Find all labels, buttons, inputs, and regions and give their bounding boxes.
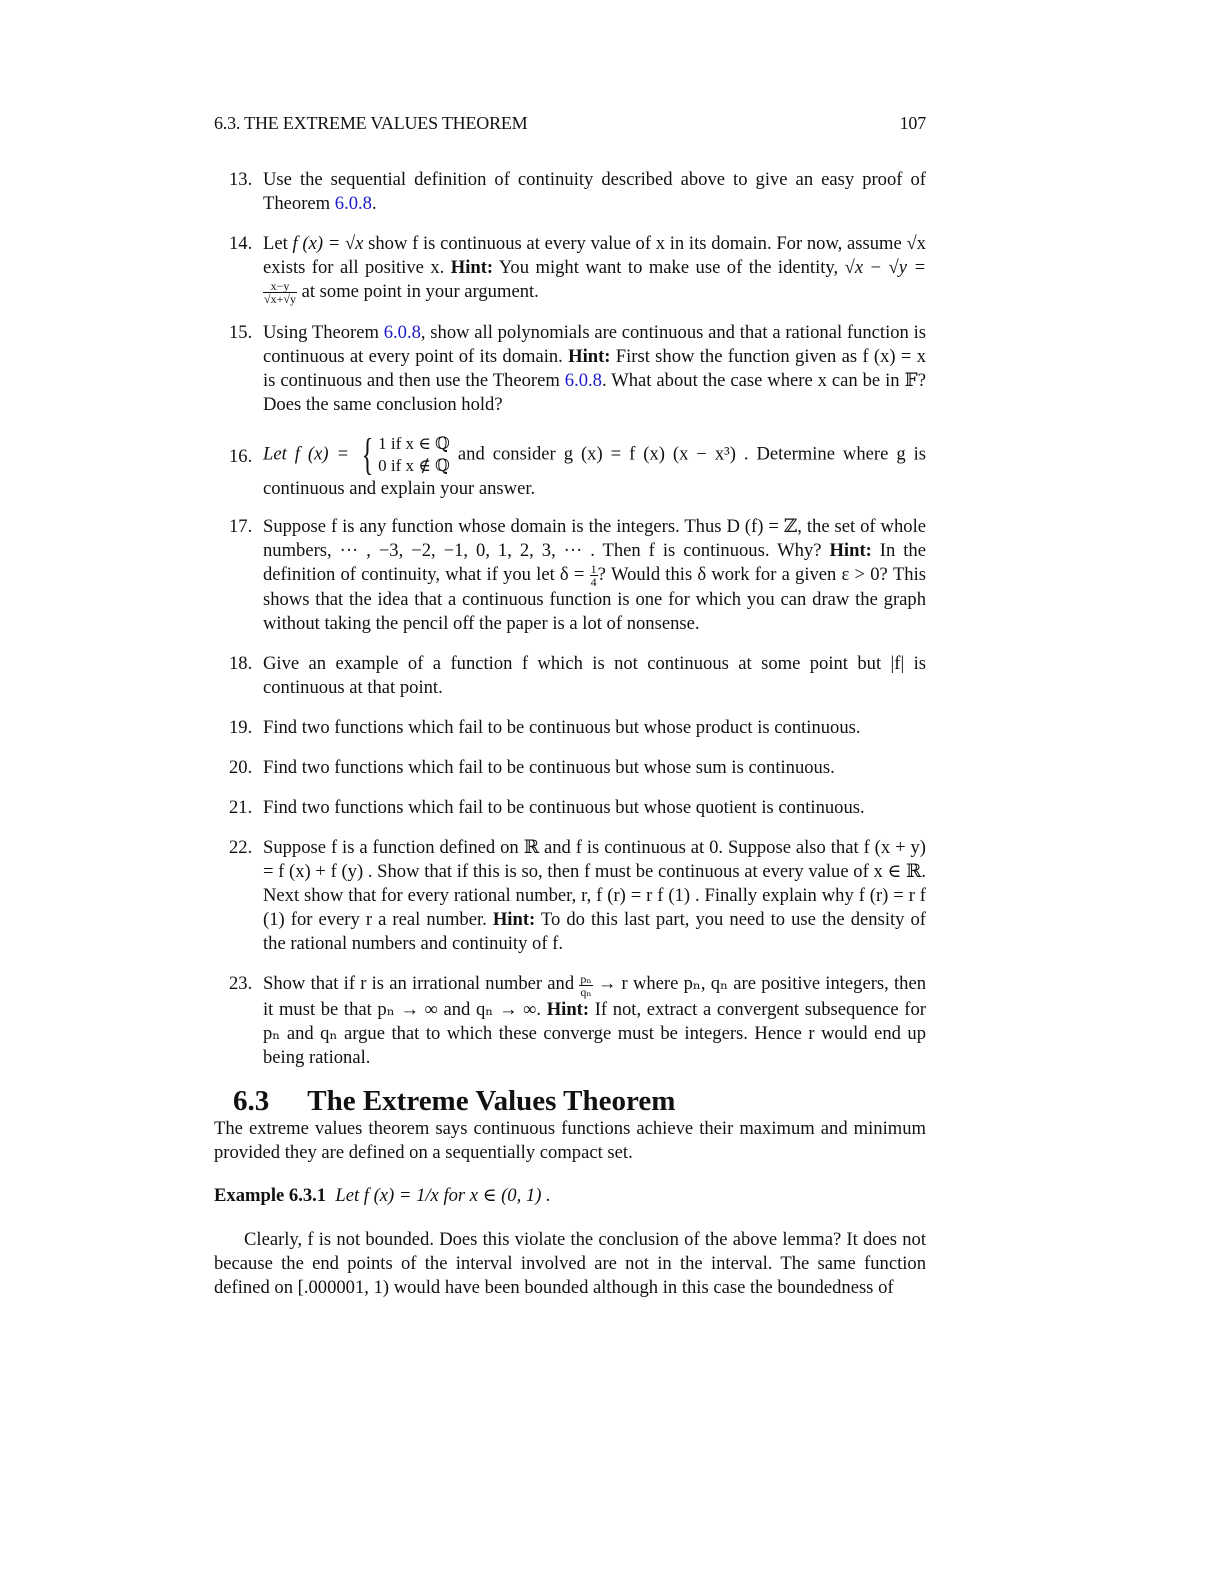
exercise-number: 18.: [229, 653, 253, 675]
exercise-22: [229, 836, 926, 956]
exercise-text: Suppose f is a function defined on ℝ and f is continuous at 0. Suppose also that f (x + y) = f (x) + f (y) . Show that if this is so, then f must be continuous at every value of x ∈ ℝ. Next show that for every rational number, r, f (r) = r f (1) . Finally explain why f (r) = r f (1) for every r a real number. Hint: To do this last part, you need to use the density of the rational numbers and continuity of f.: [263, 837, 926, 955]
exercise-number: 15.: [229, 322, 253, 344]
exercise-list: [229, 168, 926, 1086]
pn-qn-fraction: $\frac{\text{pₙ}}{\text{qₙ}}$: [580, 971, 592, 999]
exercise-21: [229, 796, 926, 820]
exercise-text: Find two functions which fail to be continuous but whose quotient is continuous.: [263, 797, 865, 819]
running-title: 6.3. THE EXTREME VALUES THEOREM: [214, 113, 528, 133]
running-header: [214, 113, 926, 134]
exercise-text: Suppose f is any function whose domain is the integers. Thus D (f) = ℤ, the set of whole numbers, ··· , −3, −2, −1, 0, 1, 2, 3, ··· . Then f is continuous. Why? Hint: In the definition of continuity, what if you let δ = $\frac{1}{4}$ ? Would this δ work for a given ε > 0? This shows that the idea that a continuous function is one for which you can draw the graph without taking the pencil off the paper is a lot of nonsense.: [263, 516, 926, 635]
exercise-number: 13.: [229, 169, 253, 190]
exercise-number: 20.: [229, 757, 253, 779]
exercise-16: [229, 430, 926, 501]
theorem-link[interactable]: 6.0.8: [564, 370, 602, 392]
exercise-number: 22.: [229, 837, 253, 859]
quarter-fraction: $\frac{1}{4}$: [590, 562, 597, 590]
exercise-number: 14.: [229, 233, 253, 254]
exercise-20: [229, 756, 926, 780]
exercise-text: Find two functions which fail to be continuous but whose sum is continuous.: [263, 757, 835, 779]
exercise-number: 19.: [229, 717, 253, 739]
exercise-text: Find two functions which fail to be continuous but whose product is continuous.: [263, 717, 861, 739]
exercise-text: Let f (x) = { 1 if x ∈ ℚ 0 if x ∉ ℚ and consider g (x) = f (x) (x − x³) . Determine where g is continuous and explain your answer.: [263, 430, 926, 500]
identity-fraction: $\frac{x-y}{√x+√y}$: [264, 279, 296, 307]
exercise-text: Give an example of a function f which is not continuous at some point but |f| is continuous at that point.: [263, 653, 926, 699]
theorem-link[interactable]: 6.0.8: [383, 322, 421, 344]
exercise-number: 21.: [229, 797, 253, 819]
theorem-link[interactable]: 6.0.8: [334, 193, 372, 214]
page-number: 107: [899, 113, 926, 133]
example-block: [214, 1184, 926, 1208]
example-label: Example 6.3.1: [214, 1185, 327, 1206]
exercise-23: [229, 972, 926, 1069]
exercise-15: [229, 321, 926, 417]
exercise-17: [229, 515, 926, 636]
exercise-19: [229, 716, 926, 740]
piecewise-definition: { 1 if x ∈ ℚ 0 if x ∉ ℚ: [361, 430, 450, 480]
section-heading: 6.3 The Extreme Values Theorem: [233, 1085, 676, 1117]
example-statement: Let f (x) = 1/x for x ∈ (0, 1) .: [335, 1185, 551, 1206]
exercise-number: 23.: [229, 973, 253, 995]
section-intro: The extreme values theorem says continuous functions achieve their maximum and minimum provided they are defined on a sequentially compact set.: [214, 1118, 926, 1163]
closing-paragraph: Clearly, f is not bounded. Does this violate the conclusion of the above lemma? It does not because the end points of the interval involved are not in the interval. The same function defined on [.000001, 1) would have been bounded although in this case the boundedness of: [214, 1229, 926, 1298]
exercise-18: [229, 652, 926, 700]
exercise-number: 16.: [229, 446, 253, 468]
exercise-text: Let f (x) = √x show f is continuous at every value of x in its domain. For now, assume √x exists for all positive x. Hint: You might want to make use of the identity, √x − √y = $\frac{x-y}{√x+√y}$ at some point in your argument.: [263, 233, 927, 307]
exercise-text: Use the sequential definition of continuity described above to give an easy proof of Theorem 6.0.8.: [263, 169, 926, 214]
exercise-number: 17.: [229, 516, 253, 538]
exercise-13: [229, 168, 926, 216]
exercise-text: Using Theorem 6.0.8, show all polynomials are continuous and that a rational function is continuous at every point of its domain. Hint: First show the function given as f (x) = x is continuous and then use the Theorem 6.0.8. What about the case where x can be in 𝔽? Does the same conclusion hold?: [263, 322, 926, 416]
exercise-14: [229, 232, 926, 305]
exercise-text: Show that if r is an irrational number and $\frac{\text{pₙ}}{\text{qₙ}}$ → r where pₙ, qₙ are positive integers, then it must be that pₙ → ∞ and qₙ → ∞. Hint: If not, extract a convergent subsequence for pₙ and qₙ argue that to which these converge must be integers. Hence r would end up being rational.: [263, 971, 927, 1068]
